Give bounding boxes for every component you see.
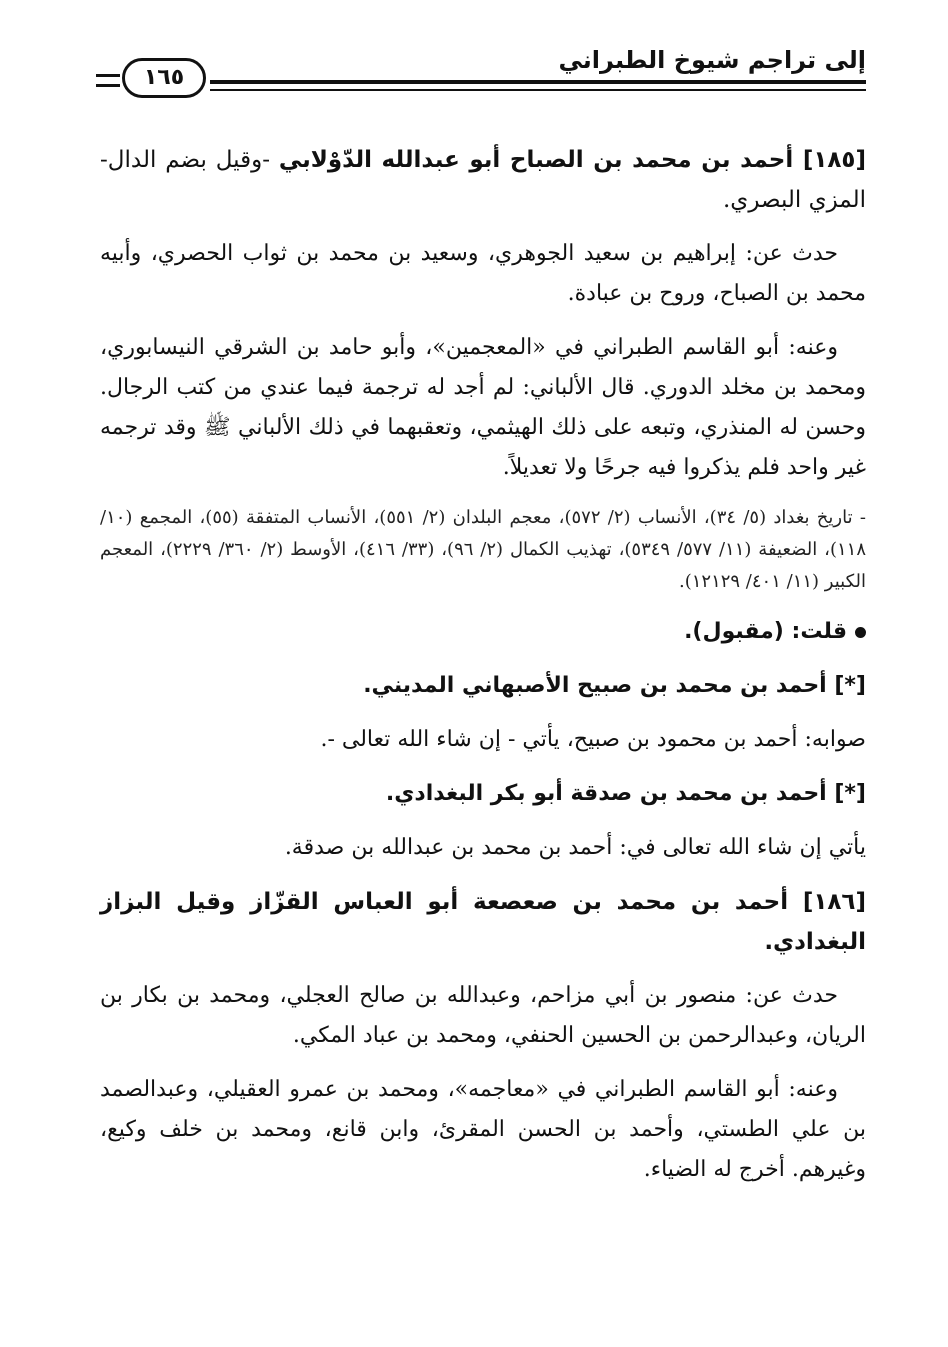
entry-185-verdict: قلت: (مقبول). <box>684 619 847 644</box>
entry-185-heading <box>100 140 866 220</box>
cross-ref-1-heading: [*] أحمد بن محمد بن صبيح الأصبهاني المديني. <box>363 673 866 698</box>
entry-186-students: وعنه: أبو القاسم الطبراني في «معاجمه»، ومحمد بن عمرو العقيلي، وعبدالصمد بن علي الطستي، وأحمد بن الحسن المقرئ، وابن قانع، ومحمد بن خلف وكيع، وغيرهم. أخرج له الضياء. <box>100 1077 866 1182</box>
cross-ref-2-heading: [*] أحمد بن محمد بن صدقة أبو بكر البغدادي. <box>385 781 866 806</box>
entry-185-name-rest: -وقيل بضم الدال- المزي البصري. <box>100 147 866 213</box>
cross-ref-1-text: صوابه: أحمد بن محمود بن صبيح، يأتي - إن شاء الله تعالى -. <box>320 727 866 752</box>
badge-line-bottom <box>96 84 120 87</box>
entry-185-references: - تاريخ بغداد (٥/ ٣٤)، الأنساب (٢/ ٥٧٢)، معجم البلدان (٢/ ٥٥١)، الأنساب المتفقة (٥٥)، المجمع (١٠/ ١١٨)، الضعيفة (١١/ ٥٧٧/ ٥٣٤٩)، تهذيب الكمال (٢/ ٩٦)، (٣٣/ ٤١٦)، الأوسط (٢/ ٣٦٠/ ٢٢٢٩)، المعجم الكبير (١١/ ٤٠١/ ١٢١٢٩). <box>100 507 867 592</box>
badge-line-top <box>96 74 120 77</box>
page-number-badge: ١٦٥ <box>122 58 206 98</box>
page-content <box>100 140 866 1204</box>
cross-ref-2-text: يأتي إن شاء الله تعالى في: أحمد بن محمد بن عبدالله بن صدقة. <box>284 835 866 860</box>
entry-185-students: وعنه: أبو القاسم الطبراني في «المعجمين»، وأبو حامد بن الشرقي النيسابوري، ومحمد بن مخلد الدوري. قال الألباني: لم أجد له ترجمة فيما عندي من كتب الرجال. وحسن له المنذري، وتبعه على ذلك الهيثمي، وتعقبهما في ذلك الألباني ﷺ وقد ترجمه غير واحد فلم يذكروا فيه جرحًا ولا تعديلاً. <box>100 335 866 480</box>
header-rule-thick <box>210 80 866 84</box>
entry-185-verdict-line <box>100 612 866 652</box>
entry-185-teachers: حدث عن: إبراهيم بن سعيد الجوهري، وسعيد بن محمد بن ثواب الحصري، وأبيه محمد بن الصباح، وروح بن عبادة. <box>100 241 866 306</box>
running-header-title: إلى تراجم شيوخ الطبراني <box>558 46 866 74</box>
bullet-icon <box>855 627 866 638</box>
entry-185-name: [١٨٥] أحمد بن محمد بن الصباح أبو عبدالله الدّوْلابي <box>278 147 866 173</box>
header-rule-thin <box>210 89 866 91</box>
entry-186-heading: [١٨٦] أحمد بن محمد بن صعصعة أبو العباس القزّاز وقيل البزاز البغدادي. <box>100 889 866 955</box>
entry-186-teachers: حدث عن: منصور بن أبي مزاحم، وعبدالله بن صالح العجلي، ومحمد بن بكار بن الريان، وعبدالرحمن بن الحسين الحنفي، ومحمد بن عباد المكي. <box>100 983 866 1048</box>
